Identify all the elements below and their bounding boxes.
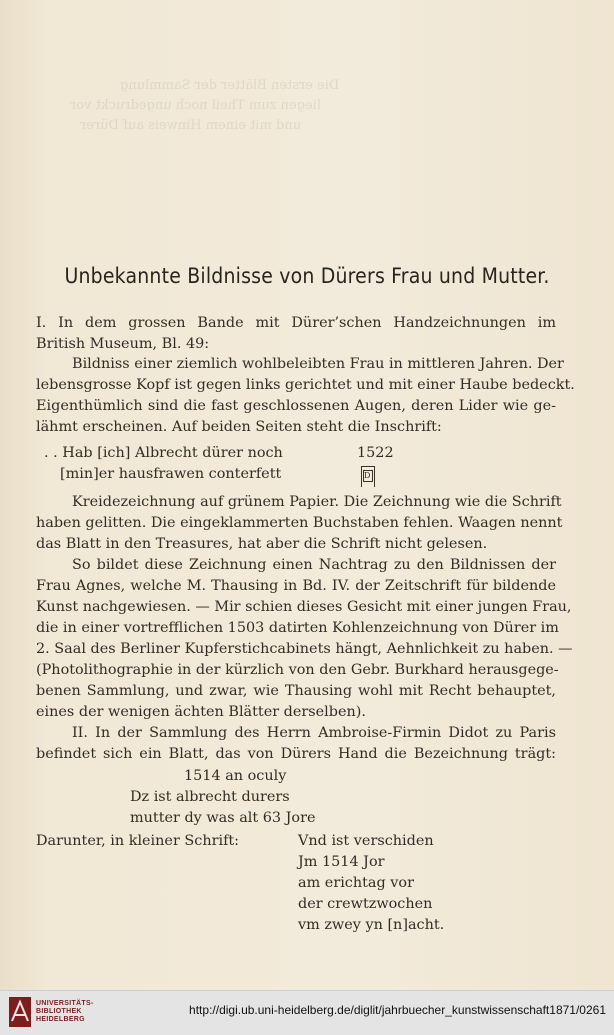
page-url-link[interactable]: http://digi.ub.uni-heidelberg.de/diglit/jahrbuecher_kunstwissenschaft1871/0261 (189, 1003, 606, 1017)
text-line: das Blatt in den Treasures, hat aber die Schrift nicht gelesen. (36, 536, 488, 552)
inscription-year: 1522 (357, 445, 394, 461)
inscription-line: . . Hab [ich] Albrecht dürer noch (44, 445, 283, 461)
text-line: lähmt erscheinen. Auf beiden Seiten steht die Inschrift: (36, 419, 442, 435)
bleed-through-text: liegen zum Theil noch ungedruckt vor (70, 98, 321, 113)
text-line: die in einer vortrefflichen 1503 datirten Kohlenzeichnung von Dürer im (36, 620, 559, 636)
inscription-line: Dz ist albrecht durers (130, 789, 290, 805)
duerer-monogram-icon (361, 466, 375, 487)
text-line: I. In dem grossen Bande mit Dürer’schen Handzeichnungen im (36, 315, 556, 331)
text-line: Darunter, in kleiner Schrift: (36, 833, 240, 849)
text-line: Eigenthümlich sind die fast geschlossenen Augen, deren Lider wie ge- (36, 398, 556, 414)
text-line: benen Sammlung, und zwar, wie Thausing wohl mit Recht behauptet, (36, 683, 556, 699)
article-title: Unbekannte Bildnisse von Dürers Frau und Mutter. (64, 264, 550, 288)
inscription-line: mutter dy was alt 63 Jore (130, 810, 316, 826)
text-line: Frau Agnes, welche M. Thausing in Bd. IV. der Zeitschrift für bildende (36, 578, 556, 594)
inscription-line: der crewtzwochen (298, 896, 433, 912)
text-line: So bildet diese Zeichnung einen Nachtrag zu den Bildnissen der (72, 557, 556, 573)
text-line: 2. Saal des Berliner Kupferstichcabinets hängt, Aehnlichkeit zu haben. — (36, 641, 573, 657)
text-line: British Museum, Bl. 49: (36, 336, 210, 352)
inscription-line: vm zwey yn [n]acht. (298, 917, 445, 933)
text-line: eines der wenigen ächten Blätter derselben). (36, 704, 366, 720)
text-line: Kreidezeichnung auf grünem Papier. Die Zeichnung wie die Schrift (72, 494, 562, 510)
inscription-line: Vnd ist verschiden (298, 833, 434, 849)
text-line: II. In der Sammlung des Herrn Ambroise-Firmin Didot zu Paris (72, 725, 556, 741)
bleed-through-text: Die ersten Blätter der Sammlung (120, 78, 340, 93)
text-line: Kunst nachgewiesen. — Mir schien dieses Gesicht mit einer jungen Frau, (36, 599, 572, 615)
text-line: haben gelitten. Die eingeklammerten Buchstaben fehlen. Waagen nennt (36, 515, 563, 531)
inscription-line: am erichtag vor (298, 875, 414, 891)
inscription-line: Jm 1514 Jor (298, 854, 385, 870)
university-library-logo-icon (8, 996, 32, 1028)
text-line: befindet sich ein Blatt, das von Dürers Hand die Bezeichnung trägt: (36, 746, 556, 762)
viewer-footer (0, 990, 614, 1035)
text-line: lebensgrosse Kopf ist gegen links gerichtet und mit einer Haube bedeckt. (36, 377, 575, 393)
inscription-line: [min]er hausfrawen conterfett (60, 466, 282, 482)
inscription-line: 1514 an oculy (184, 768, 287, 784)
text-line: Bildniss einer ziemlich wohlbeleibten Frau in mittleren Jahren. Der (72, 356, 564, 372)
library-name: UNIVERSITÄTS- BIBLIOTHEK HEIDELBERG (36, 1000, 94, 1023)
bleed-through-text: und mit einem Hinweis auf Dürer (80, 118, 302, 133)
text-line: (Photolithographie in der kürzlich von den Gebr. Burkhard herausgege- (36, 662, 559, 678)
